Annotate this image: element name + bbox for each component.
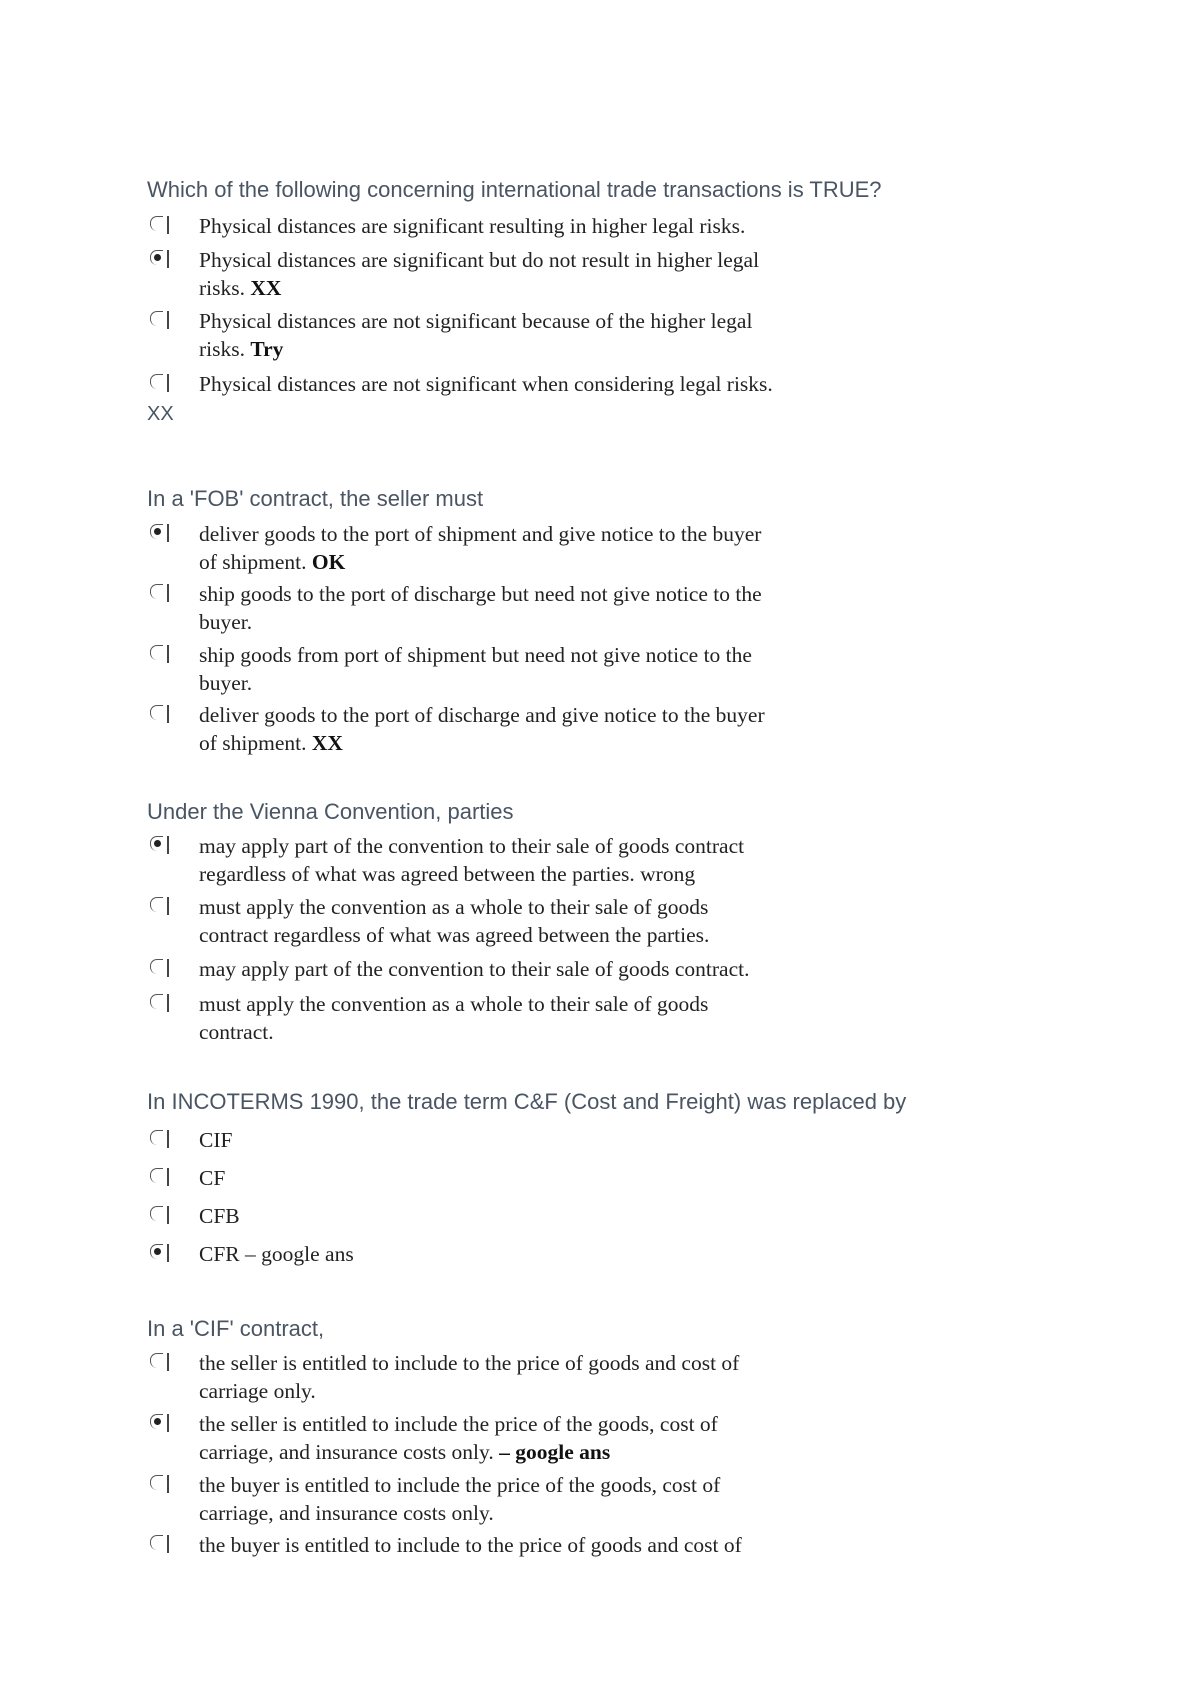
radio-unchecked-icon[interactable]: [150, 897, 163, 912]
q4-option-1[interactable]: [150, 1126, 870, 1156]
q5-option-2[interactable]: [150, 1410, 870, 1468]
radio-unchecked-icon[interactable]: [150, 994, 163, 1009]
radio-unchecked-icon[interactable]: [150, 959, 163, 974]
option-label: Physical distances are not significant when considering legal risks.: [199, 372, 773, 396]
answer-note: OK: [311, 550, 346, 574]
answer-note: – google ans: [499, 1440, 611, 1464]
radio-checked-icon[interactable]: [150, 836, 163, 851]
q5-option-1[interactable]: [150, 1349, 870, 1407]
option-label: the seller is entitled to include to the price of goods and cost of carriage only.: [199, 1351, 740, 1403]
q2-option-1[interactable]: [150, 520, 870, 578]
option-label: ship goods to the port of discharge but need not give notice to the buyer.: [199, 582, 762, 634]
radio-unchecked-icon[interactable]: [150, 374, 163, 389]
q5-option-4[interactable]: [150, 1531, 870, 1561]
option-label: the buyer is entitled to include the price of the goods, cost of carriage, and insurance costs only.: [199, 1473, 721, 1525]
radio-unchecked-icon[interactable]: [150, 1130, 163, 1145]
option-label: may apply part of the convention to their sale of goods contract regardless of what was agreed between the parties. wrong: [199, 834, 745, 886]
option-label: may apply part of the convention to their sale of goods contract.: [199, 957, 750, 981]
option-label: ship goods from port of shipment but need not give notice to the buyer.: [199, 643, 752, 695]
q4-option-2[interactable]: [150, 1164, 870, 1194]
option-label: CFB: [199, 1204, 240, 1228]
question-5-text: In a 'CIF' contract,: [147, 1316, 325, 1341]
q4-option-3[interactable]: [150, 1202, 870, 1232]
radio-checked-icon[interactable]: [150, 1244, 163, 1259]
radio-unchecked-icon[interactable]: [150, 645, 163, 660]
radio-unchecked-icon[interactable]: [150, 1535, 163, 1550]
option-label: CF: [199, 1166, 226, 1190]
question-3-text: Under the Vienna Convention, parties: [147, 799, 514, 824]
q1-option-2[interactable]: [150, 246, 870, 304]
option-label: CIF: [199, 1128, 233, 1152]
q3-option-3[interactable]: [150, 955, 870, 985]
q2-option-3[interactable]: [150, 641, 870, 699]
answer-note: XX: [311, 731, 343, 755]
trailing-note: XX: [147, 403, 174, 425]
radio-unchecked-icon[interactable]: [150, 705, 163, 720]
radio-unchecked-icon[interactable]: [150, 584, 163, 599]
option-label: must apply the convention as a whole to their sale of goods contract regardless of what was agreed between the parties.: [199, 895, 710, 947]
q4-option-4[interactable]: [150, 1240, 870, 1270]
option-label: Physical distances are significant but do not result in higher legal risks. XX: [199, 248, 760, 300]
question-4-text: In INCOTERMS 1990, the trade term C&F (Cost and Freight) was replaced by: [147, 1089, 907, 1114]
q1-option-4[interactable]: [150, 370, 870, 400]
radio-checked-icon[interactable]: [150, 1414, 163, 1429]
q1-option-3[interactable]: [150, 307, 870, 365]
option-label: deliver goods to the port of shipment and give notice to the buyer of shipment. OK: [199, 522, 762, 574]
radio-unchecked-icon[interactable]: [150, 311, 163, 326]
q3-option-1[interactable]: [150, 832, 870, 890]
option-label: Physical distances are significant resulting in higher legal risks.: [199, 214, 746, 238]
option-label: Physical distances are not significant because of the higher legal risks. Try: [199, 309, 753, 361]
q3-option-2[interactable]: [150, 893, 870, 951]
q1-option-1[interactable]: [150, 212, 870, 242]
q5-option-3[interactable]: [150, 1471, 870, 1529]
option-label: deliver goods to the port of discharge and give notice to the buyer of shipment. XX: [199, 703, 765, 755]
radio-checked-icon[interactable]: [150, 524, 163, 539]
question-1-text: Which of the following concerning international trade transactions is TRUE?: [147, 177, 882, 202]
radio-checked-icon[interactable]: [150, 250, 163, 265]
radio-unchecked-icon[interactable]: [150, 1206, 163, 1221]
answer-note: XX: [250, 276, 282, 300]
radio-unchecked-icon[interactable]: [150, 216, 163, 231]
question-2-text: In a 'FOB' contract, the seller must: [147, 486, 484, 511]
option-label: the buyer is entitled to include to the price of goods and cost of: [199, 1533, 742, 1557]
q2-option-4[interactable]: [150, 701, 870, 759]
radio-unchecked-icon[interactable]: [150, 1475, 163, 1490]
q3-option-4[interactable]: [150, 990, 870, 1048]
radio-unchecked-icon[interactable]: [150, 1353, 163, 1368]
option-label: CFR – google ans: [199, 1242, 354, 1266]
option-label: must apply the convention as a whole to their sale of goods contract.: [199, 992, 709, 1044]
answer-note: Try: [250, 337, 284, 361]
option-label: the seller is entitled to include the price of the goods, cost of carriage, and insurance costs only. – google ans: [199, 1412, 718, 1464]
q2-option-2[interactable]: [150, 580, 870, 638]
radio-unchecked-icon[interactable]: [150, 1168, 163, 1183]
